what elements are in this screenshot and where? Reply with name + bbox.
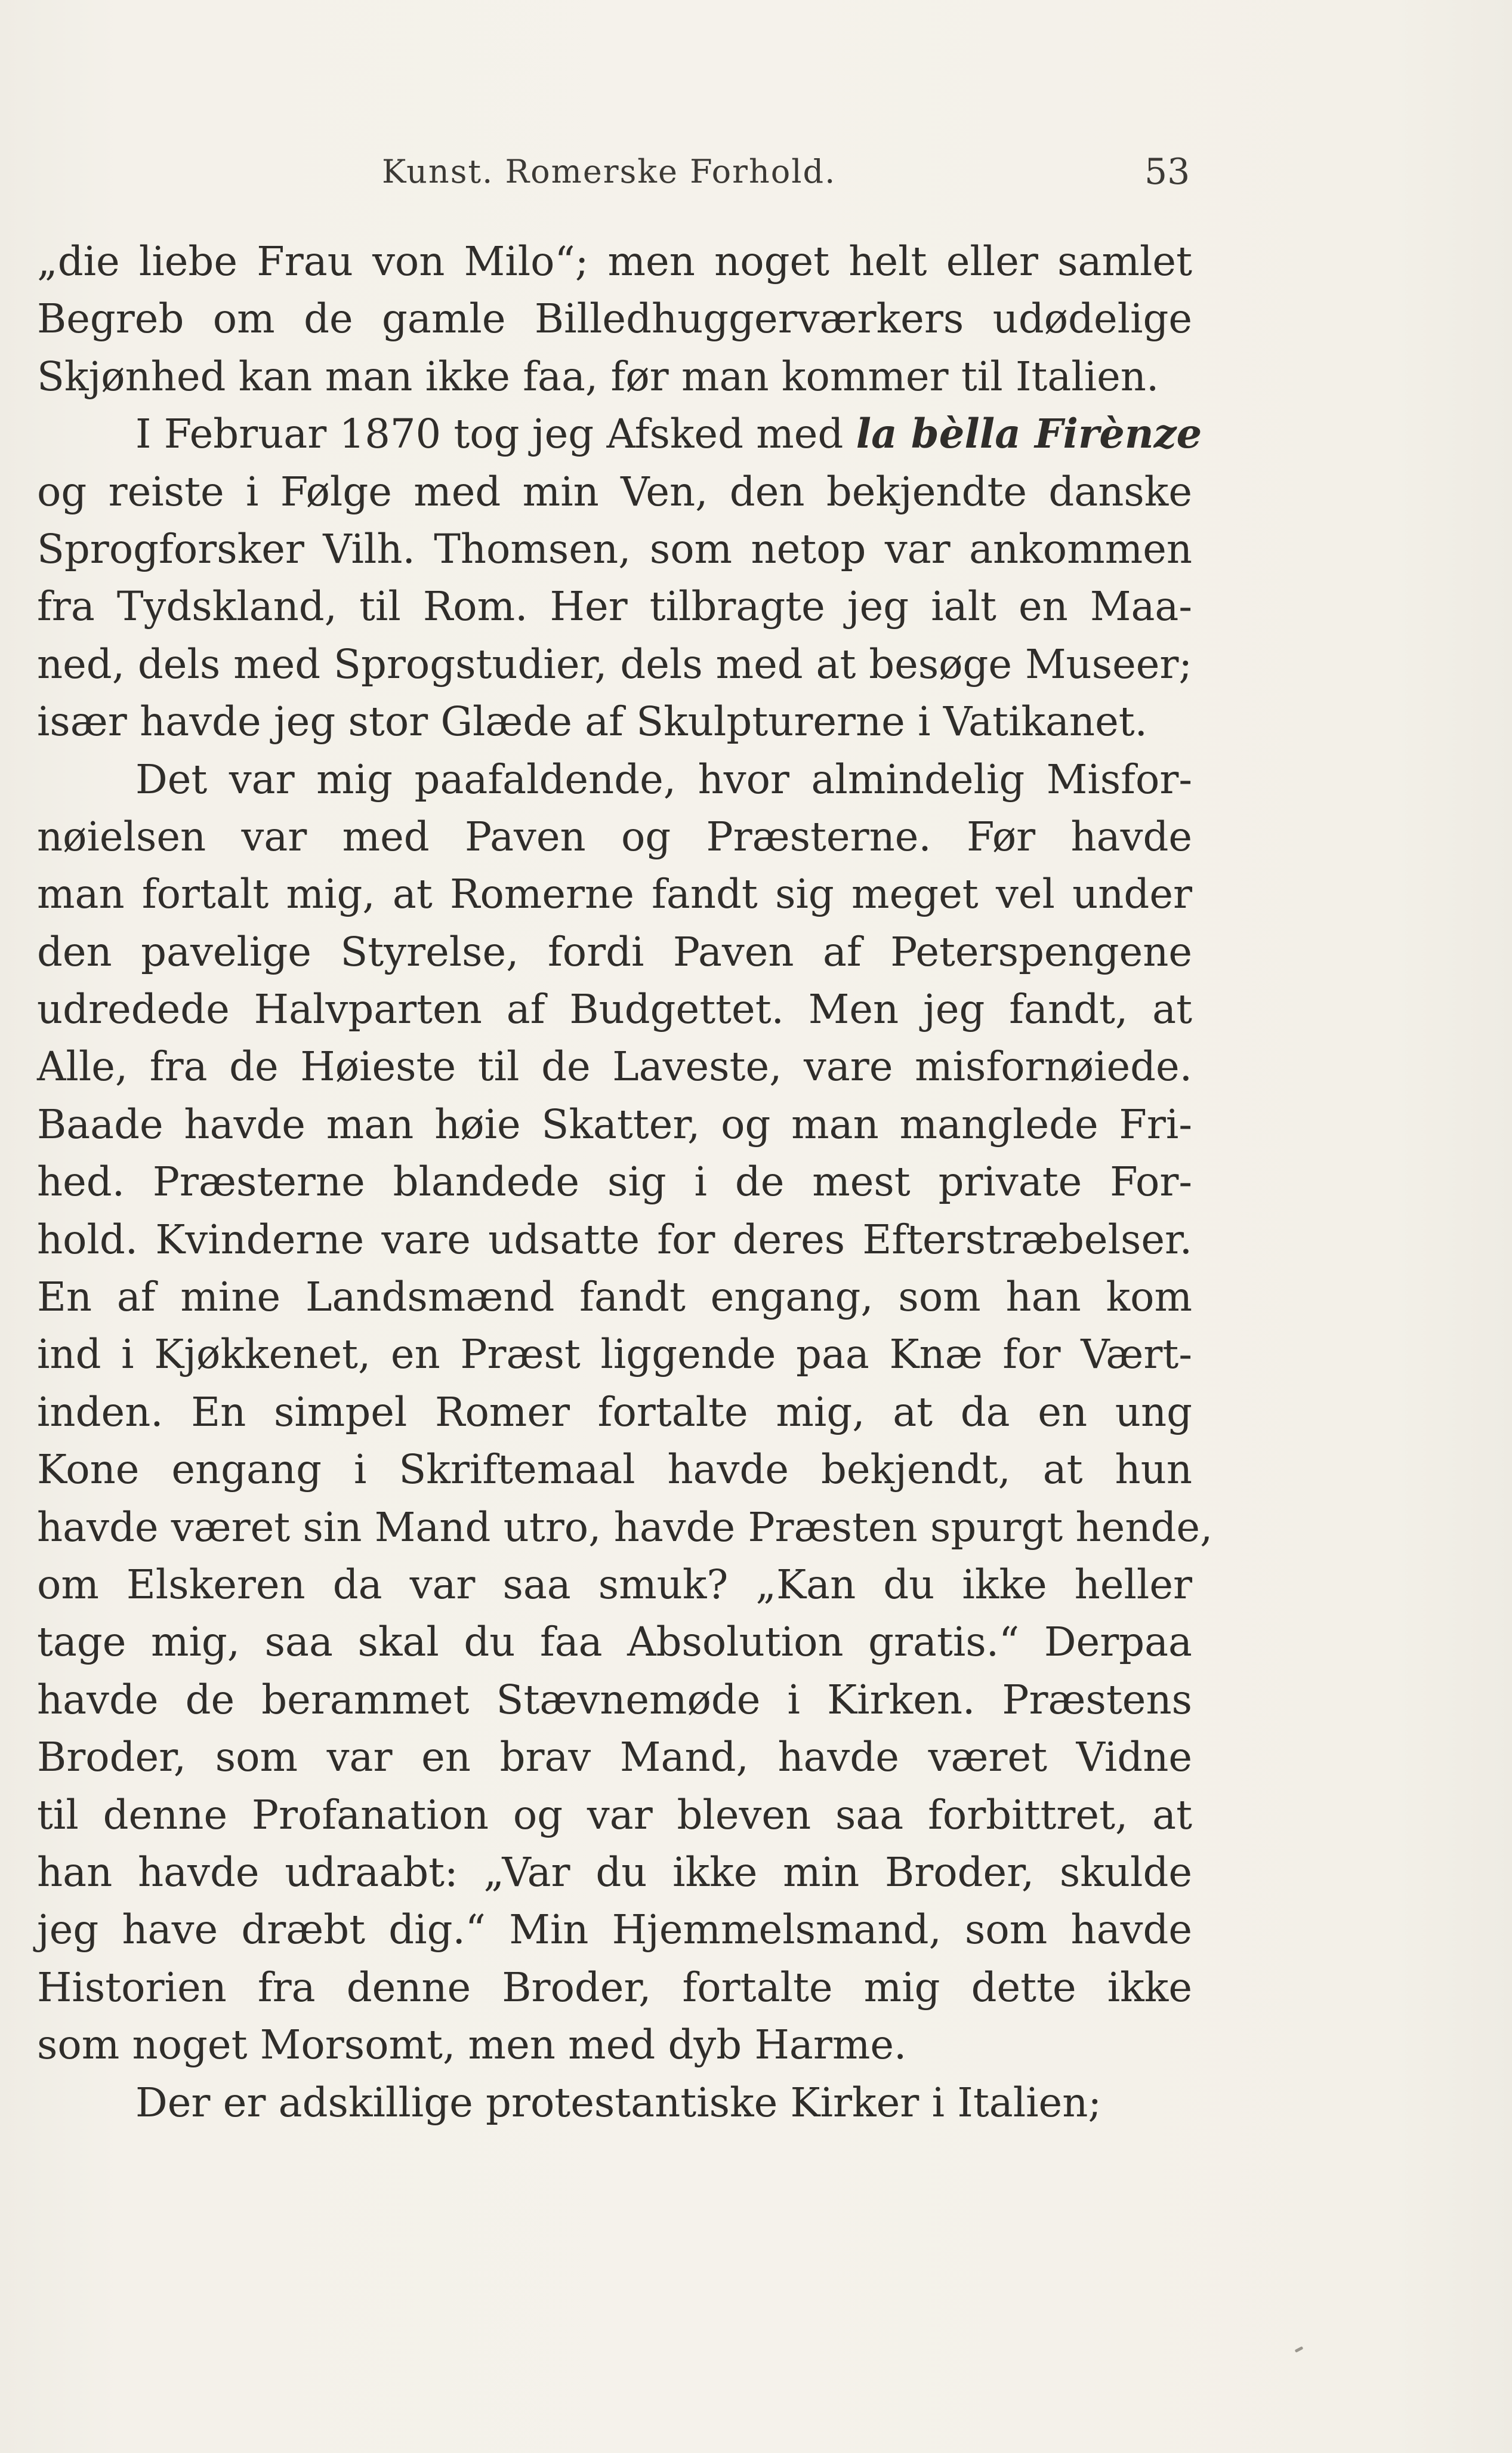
body-text — [37, 233, 1213, 2131]
text-line: udredede Halvparten af Budgettet. Men jeg fandt, at — [37, 986, 1192, 1033]
text-line: ned, dels med Sprogstudier, dels med at besøge Museer; — [37, 640, 1192, 688]
text-line: Sprogforsker Vilh. Thomsen, som netop var ankommen — [37, 525, 1192, 572]
text-line: Det var mig paafaldende, hvor almindelig Misfor- — [135, 756, 1192, 803]
text-line: Der er adskillige protestantiske Kirker i Italien; — [135, 2079, 1101, 2126]
text-line: ind i Kjøkkenet, en Præst liggende paa Knæ for Vært- — [37, 1331, 1192, 1378]
running-head — [0, 148, 1512, 196]
text-line: som noget Morsomt, men med dyb Harme. — [37, 2021, 907, 2069]
text-line — [37, 405, 1202, 463]
text-line: især havde jeg stor Glæde af Skulpturerne i Vatikanet. — [37, 698, 1147, 745]
text-line: Historien fra denne Broder, fortalte mig dette ikke — [37, 1964, 1192, 2011]
text-line: og reiste i Følge med min Ven, den bekjendte danske — [37, 468, 1192, 515]
text-line: Kone engang i Skriftemaal havde bekjendt, at hun — [37, 1446, 1192, 1493]
text-line: Alle, fra de Høieste til de Laveste, vare misfornøiede. — [37, 1043, 1192, 1090]
text-line: den pavelige Styrelse, fordi Paven af Peterspengene — [37, 928, 1192, 975]
text-line: Broder, som var en brav Mand, havde været Vidne — [37, 1734, 1192, 1781]
text-line: om Elskeren da var saa smuk? „Kan du ikke heller — [37, 1561, 1192, 1608]
text-line: inden. En simpel Romer fortalte mig, at da en ung — [37, 1388, 1192, 1435]
italic-phrase: la bèlla Firènze — [856, 410, 1202, 458]
text-line: til denne Profanation og var bleven saa forbittret, at — [37, 1791, 1192, 1838]
text-line: han havde udraabt: „Var du ikke min Broder, skulde — [37, 1848, 1192, 1896]
page-number: 53 — [1144, 151, 1190, 193]
text-line: man fortalt mig, at Romerne fandt sig meget vel under — [37, 871, 1192, 918]
text-line: Skjønhed kan man ikke faa, før man kommer til Italien. — [37, 353, 1159, 400]
text-line: „die liebe Frau von Milo“; men noget helt eller samlet — [37, 238, 1192, 285]
text-line: En af mine Landsmænd fandt engang, som han kom — [37, 1274, 1192, 1321]
text-line: hed. Præsterne blandede sig i de mest private For- — [37, 1158, 1192, 1206]
text-line: Begreb om de gamle Billedhuggerværkers udødelige — [37, 295, 1192, 343]
paper-speck — [1295, 2346, 1304, 2353]
text-line: havde de berammet Stævnemøde i Kirken. Præstens — [37, 1676, 1192, 1723]
text-line: Baade havde man høie Skatter, og man manglede Fri- — [37, 1101, 1192, 1148]
text-line: nøielsen var med Paven og Præsterne. Før havde — [37, 813, 1192, 860]
text-segment: I Februar 1870 tog jeg Afsked med — [135, 411, 844, 458]
text-line: fra Tydskland, til Rom. Her tilbragte jeg ialt en Maa- — [37, 583, 1192, 630]
text-line: tage mig, saa skal du faa Absolution gratis.“ Derpaa — [37, 1619, 1192, 1666]
text-line: hold. Kvinderne vare udsatte for deres Efterstræbelser. — [37, 1216, 1192, 1263]
text-line: havde været sin Mand utro, havde Præsten spurgt hende, — [37, 1503, 1213, 1551]
text-line: jeg have dræbt dig.“ Min Hjemmelsmand, som havde — [37, 1906, 1192, 1953]
running-title: Kunst. Romerske Forhold. — [382, 153, 837, 190]
